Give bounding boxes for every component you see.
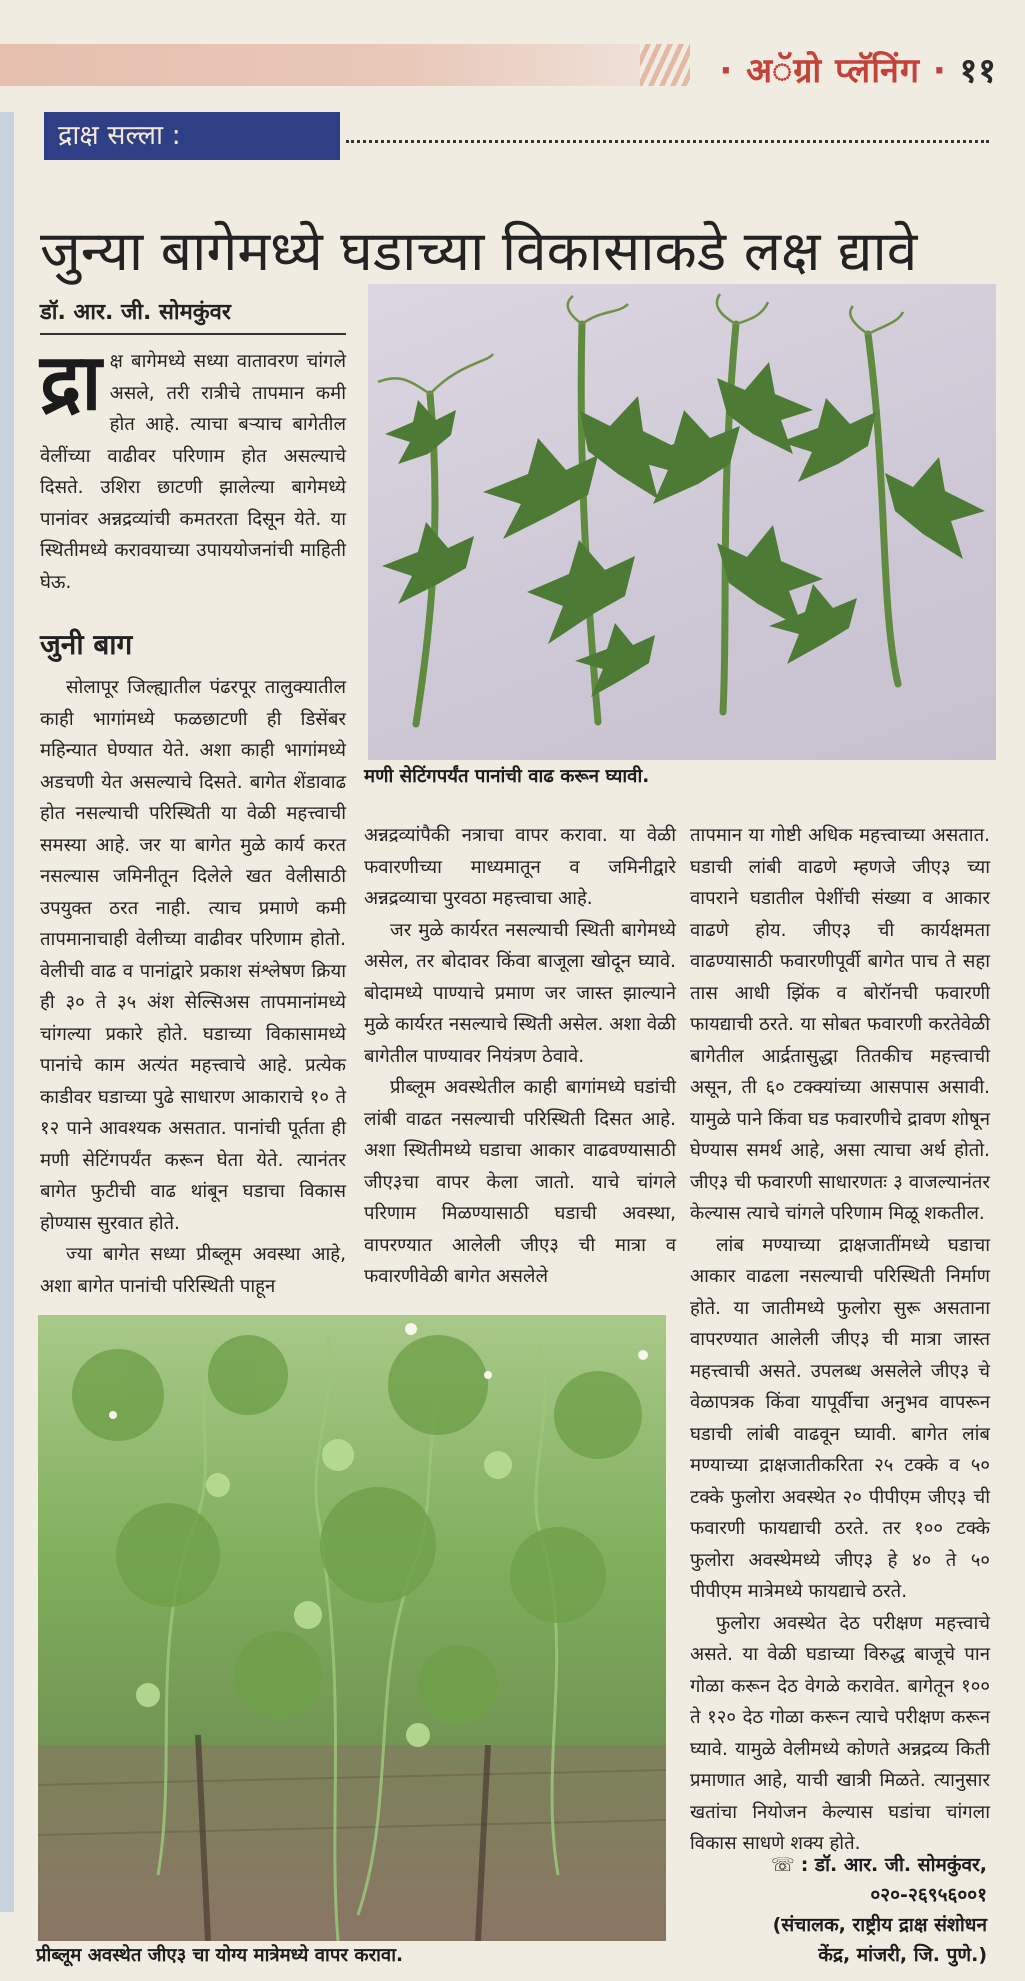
drop-cap: द्रा	[40, 338, 102, 428]
telephone-icon: ☏	[770, 1854, 795, 1876]
author-rule	[40, 333, 346, 335]
column-1	[40, 672, 346, 1302]
photo-caption-2: प्रीब्लूम अवस्थेत जीए३ चा योग्य मात्रेमध्ये वापर करावा.	[36, 1945, 404, 1966]
col3-para: फुलोरा अवस्थेत देठ परीक्षण महत्त्वाचे असते. या वेळी घडाच्या विरुद्ध बाजूचे पान गोळा करून देठ वेगळे करावेत. बागेतून १०० ते १२० देठ गोळा करून त्याचे परीक्षण करून घ्यावे. यामुळे वेलीमध्ये कोणते अन्नद्रव्य किती प्रमाणात आहे, याची खात्री मिळते. त्यानुसार खतांचा नियोजन केल्यास घडांचा चांगला विकास साधणे शक्य होते.	[690, 1612, 990, 1854]
col3-para: तापमान या गोष्टी अधिक महत्त्वाच्या असतात. घडाची लांबी वाढणे म्हणजे जीए३ च्या वापराने घडातील पेशींची संख्या व आकार वाढणे होय. जीए३ ची कार्यक्षमता वाढण्यासाठी फवारणीपूर्वी बागेत पाच ते सहा तास आधी झिंक व बोरॉनची फवारणी फायद्याची ठरते. या सोबत फवारणी करतेवेळी बागेतील आर्द्रतासुद्धा तितकीच महत्त्वाची असून, ती ६० टक्क्यांच्या आसपास असावी. यामुळे पाने किंवा घड फवारणीचे द्रावण शोषून घेण्यास समर्थ आहे, असा त्याचा अर्थ होतो. जीए३ ची फवारणी साधारणतः ३ वाजल्यानंतर केल्यास त्याचे चांगले परिणाम मिळू शकतील.	[690, 825, 990, 1224]
col2-para: प्रीब्लूम अवस्थेतील काही बागांमध्ये घडांची लांबी वाढत नसल्याची परिस्थिती दिसत आहे. अशा स्थितीमध्ये घडाचा आकार वाढवण्यासाठी जीए३चा वापर केला जातो. याचे चांगले परिणाम मिळण्यासाठी घडाची अवस्था, वापरण्यात आलेली जीए३ ची मात्रा व फवारणीवेळी बागेत असलेले	[364, 1077, 676, 1287]
vineyard-illustration	[38, 1315, 666, 1941]
vineyard-prebloom-photo	[38, 1315, 666, 1941]
contact-place: केंद्र, मांजरी, जि. पुणे.)	[818, 1944, 987, 1966]
left-edge-bar	[0, 112, 14, 1912]
col2-para: जर मुळे कार्यरत नसल्याची स्थिती बागेमध्ये असेल, तर बोदावर किंवा बाजूला खोदून घ्यावे. बोदामध्ये पाण्याचे प्रमाण जर जास्त झाल्याने मुळे कार्यरत नसल्याचे स्थिती असेल. अशा वेळी बागेतील पाण्यावर नियंत्रण ठेवावे.	[364, 919, 676, 1067]
col2-para: अन्नद्रव्यांपैकी नत्राचा वापर करावा. या वेळी फवारणीच्या माध्यमातून व जमिनीद्वारे अन्नद्रव्याचा पुरवठा महत्त्वाचा आहे.	[364, 825, 676, 909]
section-name: अॅग्रो प्लॅनिंग	[746, 51, 921, 91]
photo-caption-1: मणी सेटिंगपर्यंत पानांची वाढ करून घ्यावी.	[364, 766, 650, 787]
contact-phone: ०२०-२६९५६००१	[870, 1884, 987, 1906]
kicker-label: द्राक्ष सल्ला :	[44, 112, 340, 160]
col1-para: ज्या बागेत सध्या प्रीब्लूम अवस्था आहे, अशा बागेत पानांची परिस्थिती पाहून	[40, 1244, 346, 1297]
page-number: ११	[959, 51, 997, 91]
grape-shoots-illustration	[368, 284, 996, 760]
headline: जुन्या बागेमध्ये घडाच्या विकासाकडे लक्ष द्यावे	[40, 218, 918, 283]
contact-name: : डॉ. आर. जी. सोमकुंवर,	[800, 1854, 987, 1876]
contact-block	[771, 1850, 987, 1970]
header-band	[0, 44, 680, 86]
header-band-stripes	[640, 44, 690, 86]
intro-text: क्ष बागेमध्ये सध्या वातावरण चांगले असले, तरी रात्रीचे तापमान कमी होत आहे. त्याचा बऱ्याच बागेतील वेलींच्या वाढीवर परिणाम होत असल्याचे दिसते. उशिरा छाटणी झालेल्या बागेमध्ये पानांवर अन्नद्रव्यांची कमतरता दिसून येते. या स्थितीमध्ये करावयाच्या उपाययोजनांची माहिती घेऊ.	[40, 351, 346, 593]
section-header: · अॅग्रो प्लॅनिंग · ११	[719, 51, 997, 91]
author-byline: डॉ. आर. जी. सोमकुंवर	[40, 300, 231, 325]
col3-para: लांब मण्याच्या द्राक्षजातींमध्ये घडाचा आकार वाढला नसल्याची परिस्थिती निर्माण होते. या जातीमध्ये फुलोरा सुरू असताना वापरण्यात आलेली जीए३ ची मात्रा जास्त महत्त्वाची असते. उपलब्ध असलेले जीए३ चे वेळापत्रक किंवा यापूर्वीचा अनुभव वापरून घडाची लांबी वाढवून घ्यावी. बागेत लांब मण्याच्या द्राक्षजातीकरिता २५ टक्के व ५० टक्के फुलोरा अवस्थेत २० पीपीएम जीए३ ची फवारणी फायद्याची ठरते. तर १०० टक्के फुलोरा अवस्थेमध्ये जीए३ हे ४० ते ५० पीपीएम मात्रेमध्ये फायद्याचे ठरते.	[690, 1234, 990, 1602]
column-2	[364, 820, 676, 1293]
intro-paragraph	[40, 338, 346, 598]
kicker-dotted-rule	[346, 140, 989, 143]
column-3	[690, 820, 990, 1860]
subhead-old-orchard: जुनी बाग	[40, 628, 133, 661]
col1-para: सोलापूर जिल्ह्यातील पंढरपूर तालुक्यातील काही भागांमध्ये फळछाटणी ही डिसेंबर महिन्यात घेण्यात येते. अशा काही भागांमध्ये अडचणी येत असल्याचे दिसते. बागेत शेंडावाढ होत नसल्याची परिस्थिती या वेळी महत्त्वाची समस्या आहे. जर या बागेत मुळे कार्य करत नसल्यास जमिनीतून दिलेले खत वेलीसाठी उपयुक्त ठरत नाही. त्याच प्रमाणे कमी तापमानाचाही वेलीच्या वाढीवर परिणाम होतो. वेलीची वाढ व पानांद्वारे प्रकाश संश्लेषण क्रिया ही ३० ते ३५ अंश सेल्सिअस तापमानांमध्ये चांगल्या प्रकारे होते. घडाच्या विकासामध्ये पानांचे काम अत्यंत महत्त्वाचे आहे. प्रत्येक काडीवर घडाच्या पुढे साधारण आकाराचे १० ते १२ पाने आवश्यक असतात. पानांची पूर्तता ही मणी सेटिंगपर्यंत करून घेता येते. त्यानंतर बागेत फुटीची वाढ थांबून घडाचा विकास होण्यास सुरवात होते.	[40, 677, 346, 1234]
contact-role: (संचालक, राष्ट्रीय द्राक्ष संशोधन	[772, 1914, 987, 1936]
grape-shoots-photo	[368, 284, 996, 760]
